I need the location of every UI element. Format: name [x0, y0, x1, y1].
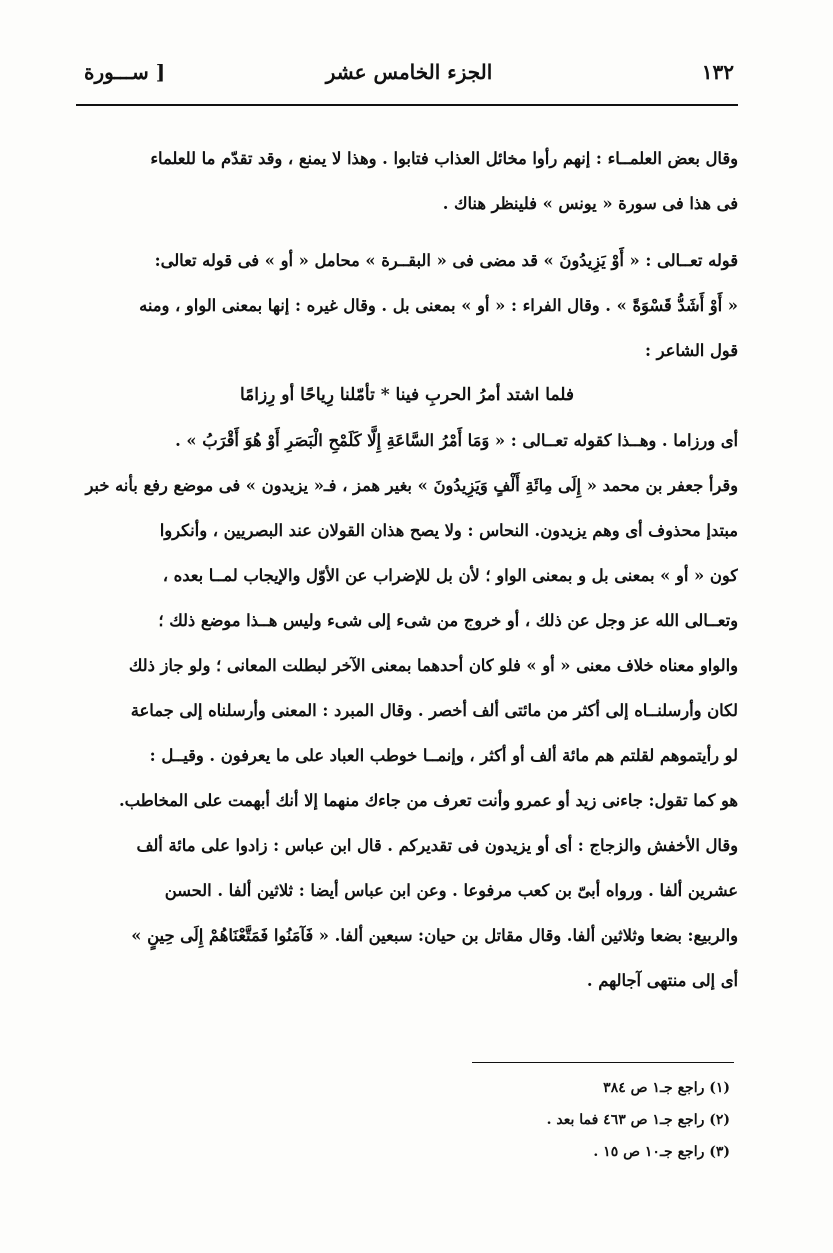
surah-label: [ ســـورة — [84, 60, 166, 84]
text-line: « أَوْ أَشَدُّ قَسْوَةً » . وقال الفراء : « أو » بمعنى بل . وقال غيره : إنها بمعنى الواو ، ومنه — [139, 296, 738, 315]
page-number: ١٣٢ — [701, 60, 734, 84]
text-line: هو كما تقول: جاءنى زيد أو عمرو وأنت تعرف من جاءك منهما إلا أنك أبهمت على المخاطب. — [119, 791, 738, 810]
page-header — [84, 60, 734, 100]
text-line: لكان وأرسلنــاه إلى أكثر من مائتى ألف أخصر . وقال المبرد : المعنى وأرسلناه إلى جماعة — [130, 701, 738, 720]
text-line: والواو معناه خلاف معنى « أو » فلو كان أحدهما بمعنى الآخر لبطلت المعانى ؛ ولو جاز ذلك — [128, 656, 738, 675]
footnote: (٢) راجع جـ١ ص ٤٦٣ فما بعد . — [546, 1112, 730, 1128]
text-line: أى إلى منتهى آجالهم . — [586, 971, 738, 990]
footnote-rule — [472, 1062, 734, 1063]
header-rule — [76, 104, 738, 106]
text-line: وتعــالى الله عز وجل عن ذلك ، أو خروج من شىء إلى شىء وليس هــذا موضع ذلك ؛ — [158, 611, 738, 630]
text-line: لو رأيتموهم لقلتم هم مائة ألف أو أكثر ، وإنمــا خوطب العباد على ما يعرفون . وقيــل : — [149, 746, 738, 765]
body-text — [76, 136, 738, 1003]
text-line: قول الشاعر : — [644, 341, 738, 360]
text-line: وقال الأخفش والزجاج : أى أو يزيدون فى تقديركم . قال ابن عباس : زادوا على مائة ألف — [136, 836, 738, 855]
text-line: عشرين ألفا . ورواه أبىّ بن كعب مرفوعا . وعن ابن عباس أيضا : ثلاثين ألفا . الحسن — [164, 881, 738, 900]
footnotes — [420, 1072, 730, 1168]
footnote: (١) راجع جـ١ ص ٣٨٤ — [603, 1080, 730, 1096]
poetry-verse: فلما اشتد أمرُ الحربِ فينا * تأمّلنا رِياحًا أو رِزامًا — [239, 385, 575, 405]
text-line: كون « أو » بمعنى بل و بمعنى الواو ؛ لأن بل للإضراب عن الأوّل والإيجاب لمــا بعده ، — [162, 566, 738, 585]
running-title: الجزء الخامس عشر — [325, 60, 493, 84]
text-line: مبتدإ محذوف أى وهم يزيدون. النحاس : ولا يصح هذان القولان عند البصريين ، وأنكروا — [159, 521, 738, 540]
text-line: وقال بعض العلمــاء : إنهم رأوا مخائل العذاب فتابوا . وهذا لا يمنع ، وقد تقدّم ما للعلماء — [150, 149, 738, 168]
text-line: وقرأ جعفر بن محمد « إِلَى مِائَةِ أَلْفٍ وَيَزِيدُونَ » بغير همز ، فـ« يزيدون » فى موضع رفع بأنه خبر — [85, 476, 738, 495]
text-line: فى هذا فى سورة « يونس » فلينظر هناك . — [442, 194, 738, 213]
text-line: والربيع: بضعا وثلاثين ألفا. وقال مقاتل بن حيان: سبعين ألفا. « فَآمَنُوا فَمَتَّعْنَاهُمْ إِلَى حِينٍ » — [131, 926, 738, 945]
text-line: أى ورزاما . وهــذا كقوله تعــالى : « وَمَا أَمْرُ السَّاعَةِ إِلَّا كَلَمْحِ الْبَصَرِ أَوْ هُوَ أَقْرَبُ » . — [175, 431, 738, 450]
footnote: (٣) راجع جـ١٠ ص ١٥ . — [593, 1144, 730, 1160]
text-line: قوله تعــالى : « أَوْ يَزِيدُونَ » قد مضى فى « البقــرة » محامل « أو » فى قوله تعالى: — [154, 251, 738, 270]
